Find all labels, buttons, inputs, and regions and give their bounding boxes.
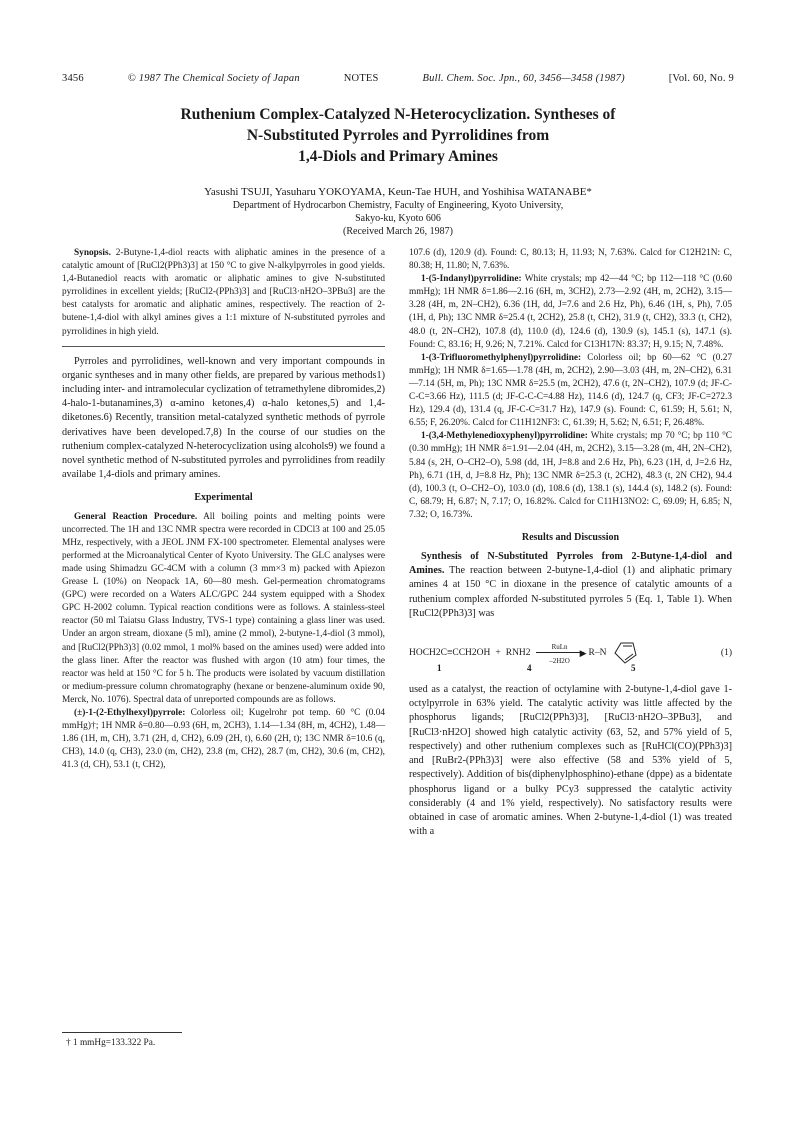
synthesis-text: The reaction between 2-butyne-1,4-diol (1) and aliphatic primary amines 4 at 150 °C in dioxane in the presence of catalytic amounts of a ruthenium complex afforded N-substituted pyrroles 5 (Eq. 1, Table 1). When [RuCl2(PPh3)3] was [409,565,732,619]
catalyst-label: RuLn [551,643,568,652]
footnote-divider [62,1032,182,1033]
experimental-heading: Experimental [194,492,253,504]
right-column [409,247,732,839]
left-column [62,247,385,772]
reactant-diol: HOCH2C≡CCH2OH [409,647,491,658]
compound-number-4: 4 [527,663,532,674]
compound-indanylpyrrolidine [409,273,732,352]
compound-trifluoromethylphenylpyrrolidine [409,352,732,431]
page-header [62,73,734,84]
volume-issue: [Vol. 60, No. 9 [668,73,734,84]
synopsis-divider [62,346,385,347]
compound-label: 1-(3-Trifluoromethylphenyl)pyrrolidine: [421,352,582,363]
compound-label: (±)-1-(2-Ethylhexyl)pyrrole: [74,707,186,718]
compound-number-1: 1 [437,663,442,674]
compound-ethylhexylpyrrole [62,707,385,772]
synthesis-label: Synthesis of N-Substituted Pyrroles from 2-Butyne-1,4-diol and Amines. [409,551,732,577]
author-list: Yasushi TSUJI, Yasuharu YOKOYAMA, Keun-Tae HUH, and Yoshihisa WATANABE* [204,186,592,198]
compound-label: 1-(3,4-Methylenedioxyphenyl)pyrrolidine: [421,431,588,442]
compound-data: Colorless oil; bp 60—62 °C (0.27 mmHg); 1H NMR δ=1.65—1.78 (4H, m, 2CH2), 2.90—3.03 (4H, m, 2N–CH2), 6.31—7.14 (5H, m, Ph); 13C NMR δ=25.5 (m, 2CH2), 47.6 (t, 2N–CH2), 107.9 (d; JF-C-C-C=3.66 Hz), 111.5 (d; JF-C-C-C=4.88 Hz), 114.6 (d), 124.7 (q, CF3; JF-C=272.3 Hz), 129.4 (d), 131.4 (q, JF-C-C=31.7 Hz), 147.9 (s). Found: C, 61.59; H, 5.61; N, 6.55; F, 26.20%. Calcd for C11H12NF3: C, 61.39; H, 5.62; N, 6.51; F, 26.48%. [409,352,732,429]
compound-data-continued: 107.6 (d), 120.9 (d). Found: C, 80.13; H, 11.93; N, 7.63%. Calcd for C12H21N: C, 80.38; H, 11.80; N, 7.63%. [409,248,732,272]
reactant-amine: RNH2 [505,647,531,658]
general-procedure-label: General Reaction Procedure. [74,511,198,522]
general-procedure-paragraph [62,511,385,707]
compound-data: Colorless oil; Kugelrohr pot temp. 60 °C (0.04 mmHg)†; 1H NMR δ=0.80—0.93 (6H, m, 2CH3), 1.14—1.34 (8H, m, 4CH2), 1.48—1.86 (1H, m, CH), 3.71 (2H, d, CH2), 6.09 (2H, t), 6.60 (2H, t); 13C NMR δ=10.6 (q, CH3), 14.0 (q, CH3), 23.0 (m, CH2), 23.8 (m, CH2), 28.7 (m, CH2), 30.6 (m, CH2), 41.3 (d, CH), 53.1 (t, CH2), [62,707,385,771]
product-prefix: R–N [588,647,607,658]
compound-number-5: 5 [631,663,636,674]
section-label: NOTES [343,73,379,84]
byproduct-label: –2H2O [549,657,570,666]
compound-label: 1-(5-Indanyl)pyrrolidine: [421,274,522,285]
affiliation-line-2: Sakyo-ku, Kyoto 606 [355,213,441,224]
equation-number: (1) [720,647,732,658]
affiliation-line-1: Department of Hydrocarbon Chemistry, Faculty of Engineering, Kyoto University, [232,200,564,211]
arrow-head-icon: ▶ [579,648,587,659]
page-number: 3456 [62,73,84,84]
reaction-equation [409,631,732,675]
arrow-shaft [536,652,584,653]
title-line-3: 1,4-Diols and Primary Amines [298,148,498,165]
results-paragraph: used as a catalyst, the reaction of octylamine with 2-butyne-1,4-diol gave 1-octylpyrrole in 63% yield. The catalytic activity was little affected by the phosphorus ligands; [RuCl2(PPh3)3], [RuCl3·nH2O–3PBu3], and [RuCl3·nH2O] showed high catalytic activity (63, 52, and 57% yield of 5, respectively) and other ruthenium complexes such as [RuHCl(CO)(PPh3)3] and [RuBr2-(PPh3)3] were also effective (58 and 53% yield of 5, respectively). Addition of bis(diphenylphosphino)-ethane (dppe) as a bidentate phosphorus ligand or a bulky PCy3 suppressed the catalytic activity considerably (4 and 1% yield, respectively). No satisfactory results were obtained in case of aromatic amines. When 2-butyne-1,4-diol (1) was treated with a [409,684,732,838]
received-date: (Received March 26, 1987) [343,226,453,237]
compound-data: White crystals; mp 42—44 °C; bp 112—118 °C (0.60 mmHg); 1H NMR δ=1.86—2.16 (6H, m, 3CH2), 2.73—2.92 (4H, m, 2CH2), 3.15—3.28 (4H, m, 2N–CH2), 6.36 (1H, dd, J=7.6 and 2.6 Hz, Ph), 6.46 (1H, s, Ph), 7.05 (1H, d, Ph); 13C NMR δ=25.4 (t, 2CH2), 25.8 (t, CH2), 31.9 (t, CH2), 33.3 (t, CH2), 48.0 (t, 2N–CH2), 107.8 (d), 110.0 (d), 124.6 (d), 130.9 (s), 145.1 (s), 147.1 (s). Found: C, 83.16; H, 9.26; N, 7.21%. Calcd for C13H17N: 83.37; H, 9.15; N, 7.48%. [409,274,732,350]
title-line-2: N-Substituted Pyrroles and Pyrrolidines from [246,127,550,144]
introduction-paragraph: Pyrroles and pyrrolidines, well-known and very important compounds in organic syntheses and in many other fields, are prepared by various methods1) including inter- and intramolecular cyclization of tetramethylene dibromides,2) 4-halo-1-butanamines,3) α-amino ketones,4) α-halo ketones,5) and 1,4-diketones.6) Recently, transition metal-catalyzed synthetic methods of pyrrole derivatives have been developed.7,8) In the course of our studies on the ruthenium complex-catalyzed N-heterocyclization using alcohols9) we found a novel synthetic method of N-substituted pyrroles and pyrrolidines from readily availabe 1,4-diols and primary amines. [62,355,385,481]
results-heading: Results and Discussion [521,531,620,543]
footnote: † 1 mmHg=133.322 Pa. [66,1038,156,1048]
reaction-arrow [536,641,587,666]
plus-sign: + [495,647,501,658]
equation-body [409,639,638,667]
paper-title [62,104,734,167]
affiliation [62,199,734,238]
journal-citation: Bull. Chem. Soc. Jpn., 60, 3456—3458 (1987) [422,73,625,84]
compound-data: White crystals; mp 70 °C; bp 110 °C (0.30 mmHg); 1H NMR δ=1.91—2.04 (4H, m, 2CH2), 3.15—3.28 (m, 4H, 2N–CH2), 5.84 (s, 2H, O–CH2–O), 5.98 (dd, 1H, J=8.8 and 2.6 Hz, Ph), 6.23 (1H, d, J=2.6 Hz, Ph), 6.71 (1H, d, J=8.8 Hz, Ph); 13C NMR δ=25.3 (t, 2CH2), 48.3 (t, 2N CH2), 94.4 (d), 100.3 (t, O–CH2–O), 103.0 (d), 108.6 (d), 138.1 (s), 144.4 (s), 148.2 (s). Found: C, 68.79; H, 6.87; N, 7.17; O, 16.82%. Calcd for C11H13NO2: C, 69.09; H, 6.85; N, 7.32; O, 16.73%. [409,431,732,520]
synthesis-paragraph [409,550,732,621]
title-line-1: Ruthenium Complex-Catalyzed N-Heterocyclization. Syntheses of [180,106,616,123]
synopsis-text: 2-Butyne-1,4-diol reacts with aliphatic amines in the presence of a catalytic amount of [RuCl2(PPh3)3] at 150 °C to give N-alkylpyrroles in good yields. 1,4-Butanediol reacts with aromatic or aliphatic amines to give N-substituted pyrrolidines in excellent yields; [RuCl2-(PPh3)3] and [RuCl3·nH2O–3PBu3] are the best catalysts for aromatic and aliphatic amines, respectively. The reaction of 2-butene-1,4-diol with alkyl amines gives a 1:1 mixture of N-substituted pyrroles and pyrrolidines in high yield. [62,248,385,337]
synopsis-label: Synopsis. [74,248,111,258]
copyright-notice: © 1987 The Chemical Society of Japan [127,73,300,84]
synopsis [62,247,385,339]
general-procedure-text: All boiling points and melting points were uncorrected. The 1H and 13C NMR spectra were recorded in CDCl3 at 100 and 25.05 MHz, respectively, with a JEOL JNM FX-100 spectrometer. Elemental analyses were performed at the Microanalytical Center of Kyoto University. The GLC analyses were made using Shimadzu GC-4CM with a column (3 mm×3 m) packed with Apiezon Grease L (10%) on Neopack 1A, 60—80 mesh. Gel-permeation chromatograms (GPC) were recorded on a Waters ALC/GPC 244 system equipped with a Shodex GPC H-2002 column. Typical reaction conditions were as follows. A stainless-steel reactor (50 ml Taiatsu Glass Industry, TVS-1 type) containing a glass liner was used. Under an argon stream, dioxane (5 ml), amine (2 mmol), 2-butyne-1,4-diol (3 mmol), and [RuCl2(PPh3)3] (0.02 mmol, 1 mol% based on the amines used) were added into the glass liner. After the reactor was flushed with argon (10 atm) four times, the reactor was held at 150 °C for 5 h. The products were isolated by vacuum distillation or medium-pressure column chromatography (hexane or benzene-aluminum oxide 90, Merck, No. 1076). Spectral data of unreported compounds are as follows. [62,511,386,705]
compound-methylenedioxyphenylpyrrolidine [409,430,732,522]
title-block [62,104,734,238]
